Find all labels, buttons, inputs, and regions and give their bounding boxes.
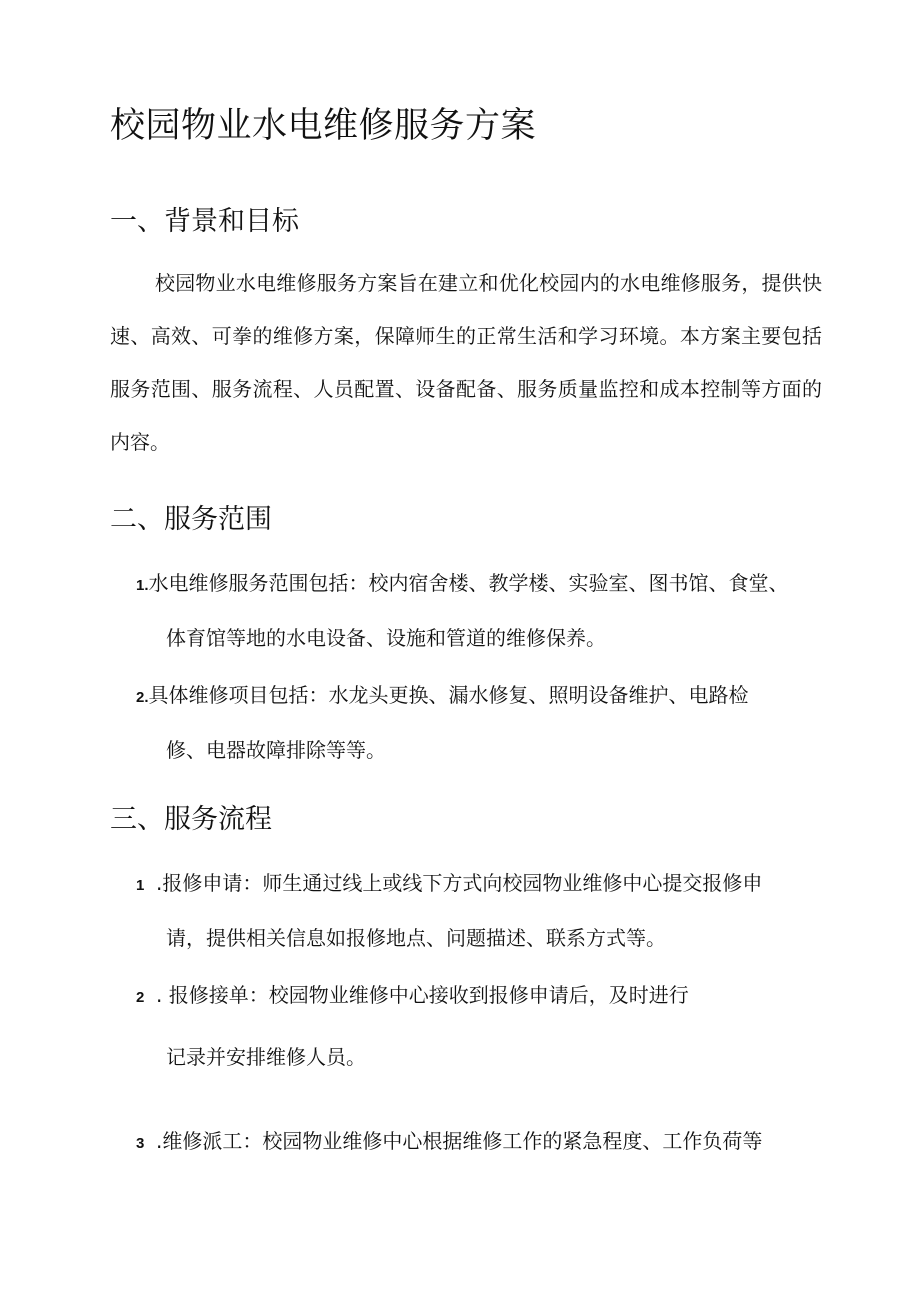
item-text-line1: 水电维修服务范围包括：校内宿舍楼、教学楼、实验室、图书馆、食堂、 bbox=[148, 571, 789, 595]
item-number: 3 bbox=[136, 1135, 145, 1152]
section-heading-background: 一、背景和目标 bbox=[110, 206, 299, 237]
list-item-process-2 bbox=[136, 980, 826, 1072]
item-text-line2: 体育馆等地的水电设备、设施和管道的维修保养。 bbox=[166, 626, 606, 650]
item-text-line1: 具体维修项目包括：水龙头更换、漏水修复、照明设备维护、电路检 bbox=[148, 683, 749, 707]
item-text-line2: 记录并安排维修人员。 bbox=[166, 1045, 366, 1069]
item-number: 2 bbox=[136, 989, 145, 1006]
item-text-line1: .维修派工：校园物业维修中心根据维修工作的紧急程度、工作负荷等 bbox=[156, 1129, 763, 1153]
item-text-line1: .报修申请：师生通过线上或线下方式向校园物业维修中心提交报修申 bbox=[156, 871, 763, 895]
item-text-line1: . 报修接单：校园物业维修中心接收到报修申请后，及时进行 bbox=[156, 983, 689, 1007]
list-item-scope-2 bbox=[136, 680, 826, 765]
section-heading-process: 三、服务流程 bbox=[110, 804, 272, 835]
list-item-process-1 bbox=[136, 868, 826, 953]
document-title: 校园物业水电维修服务方案 bbox=[110, 106, 537, 146]
list-item-process-3 bbox=[136, 1126, 826, 1156]
item-text-line2: 修、电器故障排除等等。 bbox=[166, 738, 386, 762]
item-number: 1 bbox=[136, 877, 145, 894]
item-number: 1. bbox=[136, 577, 149, 594]
section-paragraph-background: 校园物业水电维修服务方案旨在建立和优化校园内的水电维修服务，提供快速、高效、可拳的维修方案，保障师生的正常生活和学习环境。本方案主要包括服务范围、服务流程、人员配置、设备配备、服务质量监控和成本控制等方面的内容。 bbox=[110, 271, 822, 454]
item-text-line2: 请，提供相关信息如报修地点、问题描述、联系方式等。 bbox=[166, 926, 666, 950]
item-number: 2. bbox=[136, 689, 149, 706]
section-heading-scope: 二、服务范围 bbox=[110, 504, 272, 535]
list-item-scope-1 bbox=[136, 568, 826, 653]
